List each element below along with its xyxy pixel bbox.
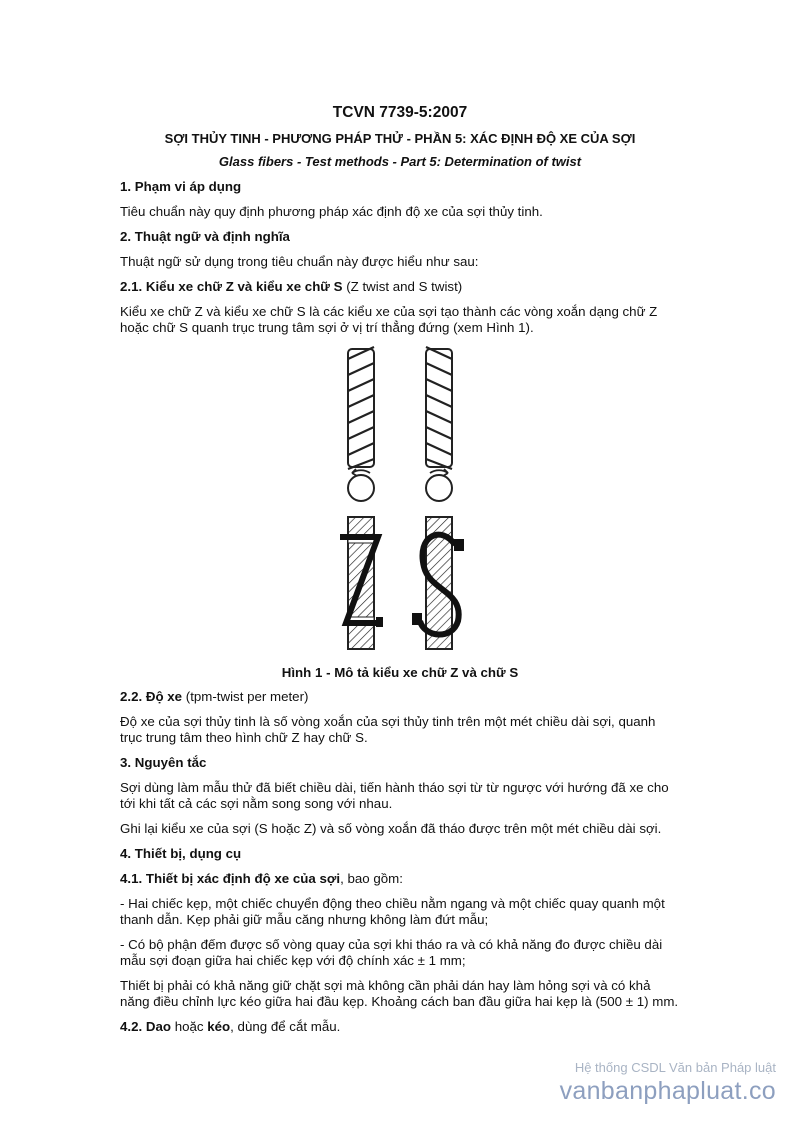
section-2-1-text: Kiểu xe chữ Z và kiểu xe chữ S là các kiểu xe của sợi tạo thành các vòng xoắn dạng chữ Z hoặc chữ S quanh trục trung tâm sợi ở vị trí thẳng đứng (xem Hình 1). [120, 304, 658, 335]
section-2-1-heading [120, 279, 680, 295]
document-subtitle: SỢI THỦY TINH - PHƯƠNG PHÁP THỬ - PHẦN 5: XÁC ĐỊNH ĐỘ XE CỦA SỢI [164, 131, 636, 146]
z-twisted-strand [348, 347, 374, 469]
s-rotation-circle [426, 469, 452, 501]
section-4-1-item-1: - Hai chiếc kẹp, một chiếc chuyển động theo chiều nằm ngang và một chiếc quay quanh một thanh dẫn. Kẹp phải giữ mẫu căng nhưng không làm đứt mẫu; [120, 896, 665, 927]
section-4-1-heading-rest: , bao gồm: [340, 871, 403, 886]
z-twist-rod [340, 517, 383, 649]
section-4-2-bold-1: 4.2. Dao [120, 1019, 171, 1034]
section-4-1-heading [120, 871, 680, 887]
watermark-line-1: Hệ thống CSDL Văn bản Pháp luật [574, 1060, 776, 1075]
figure-1 [120, 345, 680, 657]
section-4-1-text: Thiết bị phải có khả năng giữ chặt sợi mà không cần phải dán hay làm hỏng sợi và có khả năng điều chỉnh lực kéo giữa hai đầu kẹp. Khoảng cách ban đầu giữa hai kẹp là (500 ± 1) mm. [120, 978, 679, 1009]
s-twist-rod [412, 517, 464, 649]
twist-illustration [120, 345, 680, 657]
section-2-heading: 2. Thuật ngữ và định nghĩa [120, 229, 290, 244]
document-subtitle-english: Glass fibers - Test methods - Part 5: Determination of twist [218, 154, 582, 169]
section-3-text-2: Ghi lại kiểu xe của sợi (S hoặc Z) và số vòng xoắn đã tháo được trên một mét chiều dài sợi. [120, 821, 662, 836]
section-4-2-text [120, 1019, 680, 1035]
section-3-heading: 3. Nguyên tắc [120, 755, 207, 770]
figure-letter-z: Z [361, 655, 362, 656]
watermark-line-2: vanbanphapluat.co [559, 1077, 776, 1105]
section-2-2-heading [120, 689, 680, 705]
section-2-text: Thuật ngữ sử dụng trong tiêu chuẩn này được hiểu như sau: [120, 254, 479, 269]
document-page [120, 104, 680, 1044]
section-4-1-heading-bold: 4.1. Thiết bị xác định độ xe của sợi [120, 871, 341, 886]
section-4-2-text-1: hoặc [171, 1019, 208, 1034]
section-4-heading: 4. Thiết bị, dụng cụ [120, 846, 242, 861]
s-twisted-strand [426, 347, 452, 469]
section-2-2-heading-bold: 2.2. Độ xe [120, 689, 183, 704]
section-2-2-heading-rest: (tpm-twist per meter) [182, 689, 309, 704]
section-1-heading: 1. Phạm vi áp dụng [120, 179, 242, 194]
section-3-text-1: Sợi dùng làm mẫu thử đã biết chiều dài, tiến hành tháo sợi từ từ ngược với hướng đã xe cho tới khi tất cả các sợi nằm song song với nhau. [120, 780, 669, 811]
section-1-text: Tiêu chuẩn này quy định phương pháp xác định độ xe của sợi thủy tinh. [120, 204, 543, 219]
z-rotation-circle [348, 469, 374, 501]
section-4-2-text-2: , dùng để cắt mẫu. [230, 1019, 341, 1034]
section-4-1-item-2: - Có bộ phận đếm được số vòng quay của sợi khi tháo ra và có khả năng đo được chiều dài mẫu sợi đoạn giữa hai chiếc kẹp với độ chính xác ± 1 mm; [120, 937, 663, 968]
figure-letter-s: S [439, 655, 440, 656]
section-2-1-heading-bold: 2.1. Kiểu xe chữ Z và kiểu xe chữ S [120, 279, 343, 294]
section-2-1-heading-rest: (Z twist and S twist) [342, 279, 463, 294]
document-title: TCVN 7739-5:2007 [332, 104, 468, 121]
section-2-2-text: Độ xe của sợi thủy tinh là số vòng xoắn của sợi thủy tinh trên một mét chiều dài sợi, quanh trục trung tâm theo hình chữ Z hay chữ S. [120, 714, 656, 745]
figure-1-caption: Hình 1 - Mô tả kiểu xe chữ Z và chữ S [281, 665, 519, 680]
section-4-2-bold-2: kéo [207, 1019, 231, 1034]
